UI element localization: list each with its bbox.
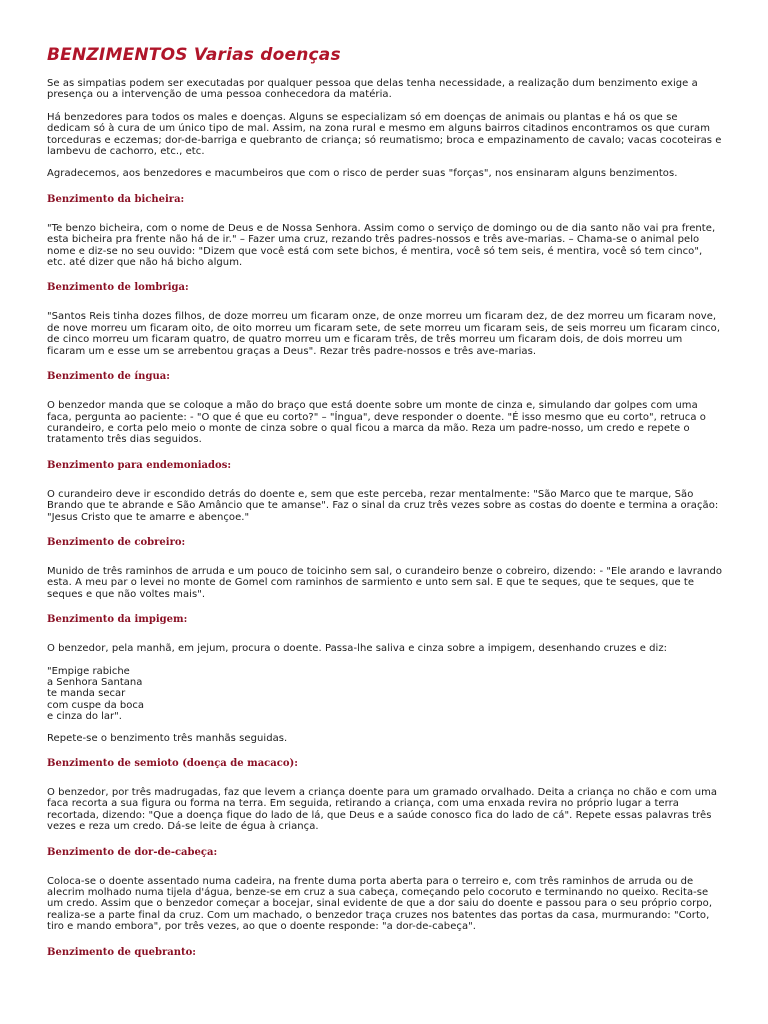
section-text-lombriga: "Santos Reis tinha dozes filhos, de doze morreu um ficaram onze, de onze morreu um ficaram dez, de dez morreu um ficaram nove, de nove morreu um ficaram oito, de oito morreu um ficaram sete, de sete morreu um ficaram seis, de seis morreu um ficaram cinco, de cinco morreu um ficaram quatro, de quatro morreu um e ficaram três, de três morreu um ficaram dois, de dois morreu um ficaram um e esse um se arrebentou graças a Deus". Rezar três padre-nossos e três ave-marias. bbox=[47, 311, 721, 357]
section-heading-lombriga: Benzimento de lombriga: bbox=[47, 282, 189, 294]
intro-paragraph: Agradecemos, aos benzedores e macumbeiros que com o risco de perder suas "forças", nos ensinaram alguns benzimentos. bbox=[47, 168, 678, 180]
section-heading-bicheira: Benzimento da bicheira: bbox=[47, 193, 185, 205]
section-text-semioto: O benzedor, por três madrugadas, faz que levem a criança doente para um gramado orvalhado. Deita a criança no chão e com uma faca recorta a sua figura ou forma na terra. Em seguida, retirando a criança, com uma enxada revira no próprio lugar a terra recortada, dizendo: "Que a doença fique do lado de lá, que Deus e a saúde conosco fica do lado de cá". Repete essas palavras três vezes e reza um credo. Dá-se leite de égua à criança. bbox=[47, 787, 718, 833]
verse-line: "Empige rabiche bbox=[47, 665, 130, 677]
section-text-ingua: O benzedor manda que se coloque a mão do braço que está doente sobre um monte de cinza e, simulando dar golpes com uma faca, pergunta ao paciente: - "O que é que eu corto?" – "Íngua", deve responder o doente. "É isso mesmo que eu corto", retruca o curandeiro, e corta pelo meio o monte de cinza sobre o qual ficou a marca da mão. Reza um padre-nosso, um credo e repete o tratamento três dias seguidos. bbox=[47, 400, 706, 446]
verse-line: te manda secar bbox=[47, 688, 126, 700]
verse-line: com cuspe da boca bbox=[47, 699, 145, 711]
section-text-bicheira: "Te benzo bicheira, com o nome de Deus e de Nossa Senhora. Assim como o serviço de domingo ou de dia santo não vai pra frente, esta bicheira pra frente não há de ir." – Fazer uma cruz, rezando três padres-nossos e três ave-marias. – Chama-se o animal pelo nome e diz-se no seu ouvido: "Dizem que você está com sete bichos, é mentira, você só tem seis, é mentira, você só tem cinco", etc. até dizer que não há bicho algum. bbox=[47, 222, 716, 269]
section-heading-endemoniados: Benzimento para endemoniados: bbox=[47, 459, 232, 471]
section-heading-cobreiro: Benzimento de cobreiro: bbox=[47, 536, 186, 548]
section-heading-impigem: Benzimento da impigem: bbox=[47, 614, 188, 626]
section-text-cobreiro: Munido de três raminhos de arruda e um pouco de toicinho sem sal, o curandeiro benze o cobreiro, dizendo: - "Ele arando e lavrando esta. A meu par o levei no monte de Gomel com raminhos de sarmiento e unto sem sal. E que te seques, que te seques, que te seques e que não voltes mais". bbox=[47, 565, 723, 600]
intro-paragraph: Há benzedores para todos os males e doenças. Alguns se especializam só em doenças de animais ou plantas e há os que se dedicam só à cura de um único tipo de mal. Assim, na zona rural e mesmo em alguns bairros citadinos encontramos os que curam torceduras e eczemas; dor-de-barriga e quebranto de criança; só reumatismo; broca e empazinamento de cavalo; vacas cocoteiras e lambevu de cachorro, etc., etc. bbox=[47, 111, 722, 158]
section-text-impigem-after: Repete-se o benzimento três manhãs seguidas. bbox=[47, 732, 288, 744]
section-heading-dorcabeca: Benzimento de dor-de-cabeça: bbox=[47, 846, 218, 858]
section-text-impigem: O benzedor, pela manhã, em jejum, procura o doente. Passa-lhe saliva e cinza sobre a impigem, desenhando cruzes e diz: bbox=[47, 643, 668, 655]
section-heading-quebranto: Benzimento de quebranto: bbox=[47, 946, 196, 958]
section-heading-ingua: Benzimento de íngua: bbox=[47, 371, 170, 383]
section-text-endemoniados: O curandeiro deve ir escondido detrás do doente e, sem que este perceba, rezar mentalmente: "São Marco que te marque, São Brando que te abrande e São Amâncio que te amanse". Faz o sinal da cruz três vezes sobre as costas do doente e termina a oração: "Jesus Cristo que te amarre e abençoe." bbox=[47, 488, 719, 523]
verse-line: e cinza do lar". bbox=[47, 711, 122, 723]
document-page bbox=[47, 44, 723, 976]
section-text-dorcabeca: Coloca-se o doente assentado numa cadeira, na frente duma porta aberta para o terreiro e, com três raminhos de arruda ou de alecrim molhado numa tijela d'água, benze-se em cruz a sua cabeça, começando pelo cocoruto e terminando no queixo. Recita-se um credo. Assim que o benzedor começar a bocejar, sinal evidente de que a dor saiu do doente e passou para o seu próprio corpo, realiza-se a parte final da cruz. Com um machado, o benzedor traça cruzes nos batentes das portas da casa, murmurando: "Corto, tiro e mando embora", por três vezes, ao que o doente responde: "a dor-de-cabeça". bbox=[47, 875, 713, 933]
section-heading-semioto: Benzimento de semioto (doença de macaco): bbox=[47, 758, 298, 769]
document-title: BENZIMENTOS Varias doenças bbox=[47, 45, 341, 65]
verse-line: a Senhora Santana bbox=[47, 676, 143, 688]
impigem-verse bbox=[47, 666, 723, 723]
intro-paragraph: Se as simpatias podem ser executadas por qualquer pessoa que delas tenha necessidade, a realização dum benzimento exige a presença ou a intervenção de uma pessoa conhecedora da matéria. bbox=[47, 78, 698, 101]
